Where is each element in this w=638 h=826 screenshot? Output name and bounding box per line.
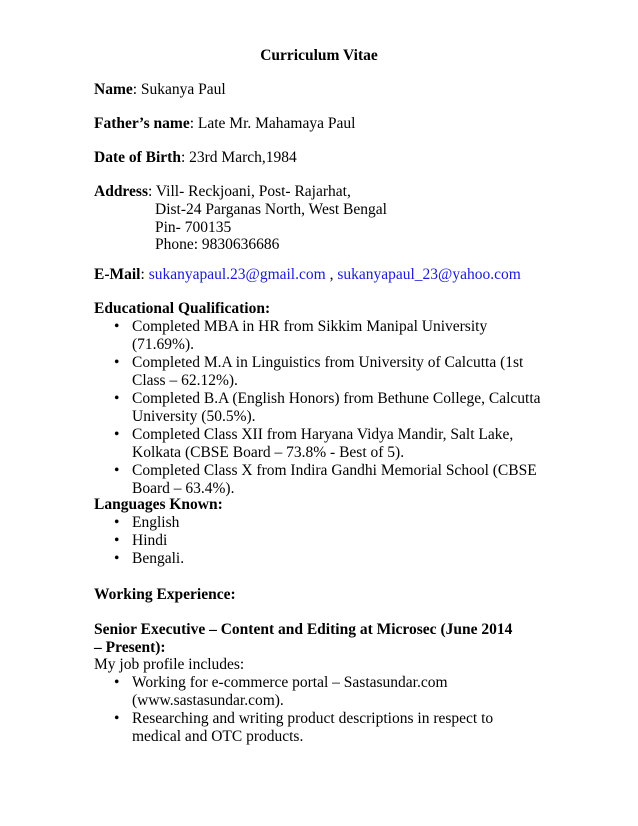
list-item-text: Bengali.	[132, 550, 185, 567]
list-item	[114, 550, 544, 568]
languages-heading	[94, 496, 223, 514]
list-item	[114, 390, 544, 426]
education-heading-text: Educational Qualification:	[94, 300, 271, 317]
bullet-icon: •	[114, 390, 120, 407]
list-item	[114, 710, 544, 746]
list-item	[114, 354, 544, 390]
name-label: Name	[94, 81, 133, 98]
bullet-icon: •	[114, 462, 120, 479]
father-line	[94, 115, 355, 133]
list-item-text: Hindi	[132, 532, 168, 549]
list-item	[114, 462, 544, 498]
job-role-text: Senior Executive – Content and Editing at Microsec (June 2014 – Present):	[94, 621, 513, 656]
name-value: : Sukanya Paul	[132, 81, 226, 98]
bullet-icon: •	[114, 354, 120, 371]
bullet-icon: •	[114, 426, 120, 443]
father-label: Father’s name	[94, 115, 190, 132]
list-item	[114, 426, 544, 462]
address-phone: Phone: 9830636686	[155, 236, 280, 253]
list-item	[114, 532, 544, 550]
name-line	[94, 81, 226, 99]
bullet-icon: •	[114, 710, 120, 727]
father-value: : Late Mr. Mahamaya Paul	[189, 115, 356, 132]
dob-line	[94, 149, 297, 167]
list-item-text: Completed B.A (English Honors) from Bethune College, Calcutta University (50.5%).	[132, 390, 541, 425]
address-first-line: : Vill- Reckjoani, Post- Rajarhat,	[147, 183, 351, 200]
address-line-3: Pin- 700135	[155, 219, 232, 236]
experience-heading	[94, 586, 236, 604]
list-item	[114, 514, 544, 532]
job-intro: My job profile includes:	[94, 656, 245, 673]
email-link-gmail[interactable]: sukanyapaul.23@gmail.com	[148, 266, 326, 283]
email-separator: :	[140, 266, 149, 283]
address-line-2: Dist-24 Parganas North, West Bengal	[155, 201, 387, 218]
bullet-icon: •	[114, 674, 120, 691]
list-item-text: Completed Class X from Indira Gandhi Memorial School (CBSE Board – 63.4%).	[132, 462, 537, 497]
address-label: Address	[94, 183, 148, 200]
bullet-icon: •	[114, 550, 120, 567]
experience-heading-text: Working Experience:	[94, 586, 236, 603]
education-heading	[94, 300, 270, 318]
list-item-text: Completed Class XII from Haryana Vidya Mandir, Salt Lake, Kolkata (CBSE Board – 73.8% - Best of 5).	[132, 426, 514, 461]
list-item-text: Researching and writing product descriptions in respect to medical and OTC products.	[132, 710, 494, 745]
list-item	[114, 318, 544, 354]
email-label: E-Mail	[94, 266, 141, 283]
bullet-icon: •	[114, 514, 120, 531]
document-title: Curriculum Vitae	[260, 47, 378, 64]
languages-heading-text: Languages Known:	[94, 496, 223, 513]
experience-list	[114, 674, 544, 746]
email-link-yahoo[interactable]: sukanyapaul_23@yahoo.com	[337, 266, 521, 283]
dob-value: : 23rd March,1984	[180, 149, 297, 166]
education-list	[114, 318, 544, 498]
email-separator: ,	[325, 266, 338, 283]
dob-label: Date of Birth	[94, 149, 181, 166]
address-line	[94, 183, 351, 201]
list-item	[114, 674, 544, 710]
list-item-text: Completed M.A in Linguistics from University of Calcutta (1st Class – 62.12%).	[132, 354, 524, 389]
list-item-text: Completed MBA in HR from Sikkim Manipal University (71.69%).	[132, 318, 488, 353]
bullet-icon: •	[114, 532, 120, 549]
bullet-icon: •	[114, 318, 120, 335]
email-line	[94, 266, 521, 284]
languages-list	[114, 514, 544, 568]
list-item-text: Working for e-commerce portal – Sastasundar.com (www.sastasundar.com).	[132, 674, 448, 709]
list-item-text: English	[132, 514, 180, 531]
job-role	[94, 621, 514, 657]
